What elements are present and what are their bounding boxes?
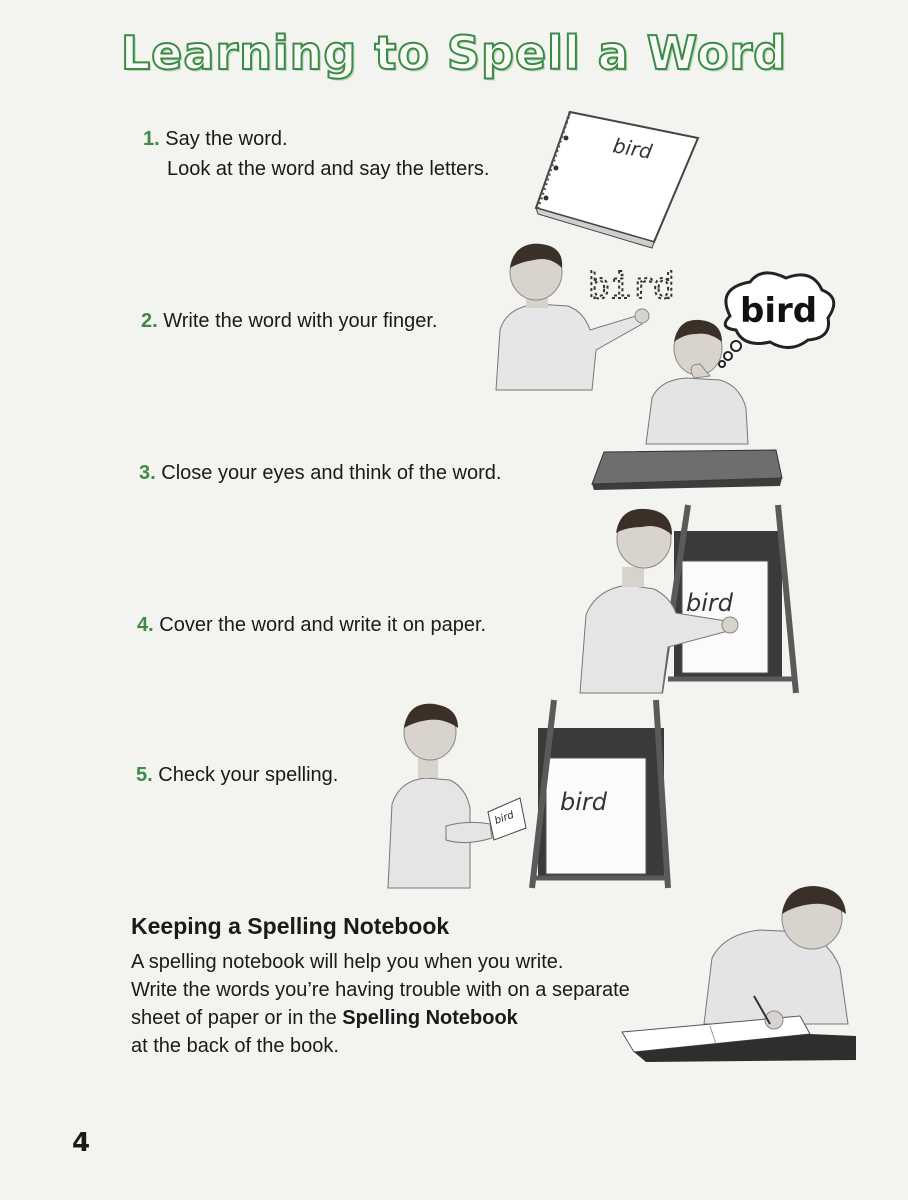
step-text: Say the word. <box>165 128 288 150</box>
page-title: Learning to Spell a Word <box>120 26 788 80</box>
boy-thinking-at-desk-illustration <box>590 268 840 490</box>
dotted-word-bird: bird <box>588 266 675 307</box>
page-number: 4 <box>72 1128 91 1158</box>
boy-writing-on-easel-illustration <box>556 505 801 693</box>
step-number: 4. <box>137 614 154 636</box>
notebook-page-illustration <box>530 108 710 248</box>
step-2 <box>141 306 437 336</box>
body-line: at the back of the book. <box>131 1035 339 1057</box>
step-5 <box>136 760 338 790</box>
word-bird: bird <box>611 133 654 164</box>
step-text: Cover the word and write it on paper. <box>159 614 487 636</box>
card-word-bird: bird <box>493 809 516 827</box>
body-line: A spelling notebook will help you when you write. <box>131 951 564 973</box>
easel-word-bird: bird <box>686 589 734 617</box>
notebook-section-heading: Keeping a Spelling Notebook <box>131 913 450 939</box>
step-number: 5. <box>136 764 153 786</box>
step-text: Write the word with your finger. <box>163 310 438 332</box>
easel-word-bird: bird <box>560 788 608 816</box>
notebook-section-body <box>131 948 691 1060</box>
step-1 <box>143 124 489 184</box>
body-line: Write the words you’re having trouble with on a separate <box>131 979 630 1001</box>
body-line-start: sheet of paper or in the <box>131 1007 343 1029</box>
boy-writing-in-notebook-illustration <box>620 884 860 1064</box>
step-number: 1. <box>143 128 160 150</box>
step-text: Close your eyes and think of the word. <box>161 462 502 484</box>
body-line <box>131 1004 691 1032</box>
step-4 <box>137 610 486 640</box>
step-text: Check your spelling. <box>158 764 339 786</box>
spelling-notebook-emphasis: Spelling Notebook <box>342 1007 518 1029</box>
step-number: 3. <box>139 462 156 484</box>
thought-word-bird: bird <box>740 291 818 331</box>
step-3 <box>139 458 501 488</box>
step-text-line2: Look at the word and say the letters. <box>167 158 490 180</box>
boy-checking-card-illustration <box>386 700 671 888</box>
step-number: 2. <box>141 310 158 332</box>
